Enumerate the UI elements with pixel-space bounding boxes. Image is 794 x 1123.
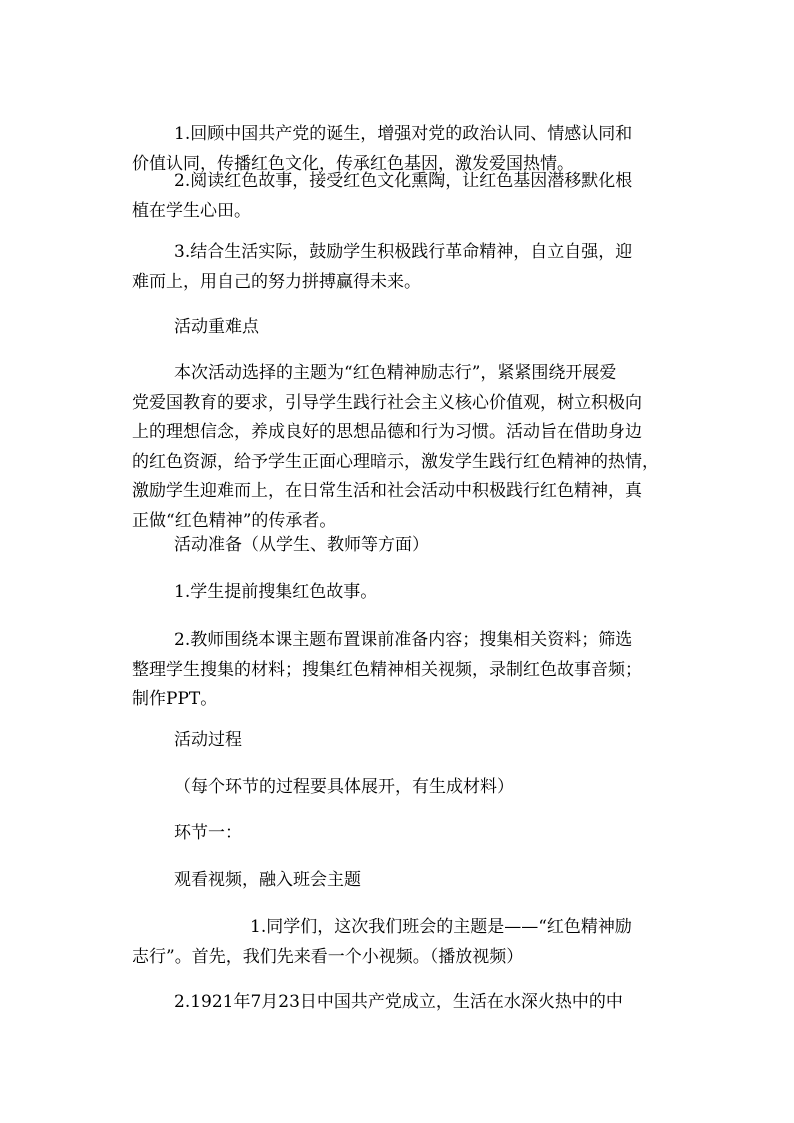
preparation-heading	[132, 531, 672, 561]
text-line: 观看视频，融入班会主题	[174, 870, 361, 890]
key-points-heading	[132, 313, 672, 343]
key-points-paragraph	[132, 359, 672, 536]
stage-one-step-1	[132, 913, 672, 972]
text-line: 整理学生搜集的材料；搜集红色精神相关视频，录制红色故事音频；	[132, 659, 642, 680]
text-line: （每个环节的过程要具体展开，有生成材料）	[174, 777, 514, 797]
text-line: 活动重难点	[174, 317, 259, 337]
goal-2-paragraph	[132, 167, 672, 226]
text-line: 正做“红色精神”的传承者。	[132, 510, 337, 531]
prep-1-paragraph	[132, 578, 672, 608]
text-line: 激励学生迎难而上，在日常生活和社会活动中积极践行红色精神，真	[132, 481, 642, 501]
text-line: 活动过程	[174, 730, 242, 750]
text-line: 1.回顾中国共产党的诞生，增强对党的政治认同、情感认同和	[174, 124, 633, 144]
text-line: 党爱国教育的要求，引导学生践行社会主义核心价值观，树立积极向	[132, 392, 642, 413]
stage-one-title	[132, 866, 672, 896]
text-line: 上的理想信念，养成良好的思想品德和行为习惯。活动旨在借助身边	[132, 422, 642, 442]
prep-2-paragraph	[132, 626, 672, 715]
text-line: 2.阅读红色故事，接受红色文化熏陶，让红色基因潜移默化根	[174, 171, 633, 191]
text-line: 2.1921年7月23日中国共产党成立，生活在水深火热中的中	[174, 992, 623, 1012]
text-line: 环节一：	[174, 823, 242, 843]
text-line: 3.结合生活实际，鼓励学生积极践行革命精神，自立自强，迎	[174, 242, 633, 262]
text-line: 价值认同，传播红色文化，传承红色基因，激发爱国热情。	[132, 153, 574, 174]
goal-3-paragraph	[132, 238, 672, 297]
stage-one-label	[132, 819, 672, 849]
text-line: 志行”。首先，我们先来看一个小视频。（播放视频）	[132, 946, 524, 967]
text-line: 的红色资源，给予学生正面心理暗示，激发学生践行红色精神的热情，	[132, 451, 659, 472]
text-line: 制作PPT。	[132, 689, 218, 709]
text-line: 1.同学们，这次我们班会的主题是——“红色精神励	[250, 917, 632, 937]
text-line: 活动准备（从学生、教师等方面）	[174, 535, 429, 555]
text-line: 植在学生心田。	[132, 200, 251, 221]
text-line: 2.教师围绕本课主题布置课前准备内容；搜集相关资料；筛选	[174, 630, 633, 650]
process-note	[132, 773, 672, 803]
text-line: 1.学生提前搜集红色故事。	[174, 582, 378, 602]
text-line: 难而上，用自己的努力拼搏赢得未来。	[132, 271, 421, 292]
text-line: 本次活动选择的主题为“红色精神励志行”，紧紧围绕开展爱	[174, 363, 617, 383]
stage-one-step-2	[132, 988, 672, 1018]
process-heading	[132, 726, 672, 756]
